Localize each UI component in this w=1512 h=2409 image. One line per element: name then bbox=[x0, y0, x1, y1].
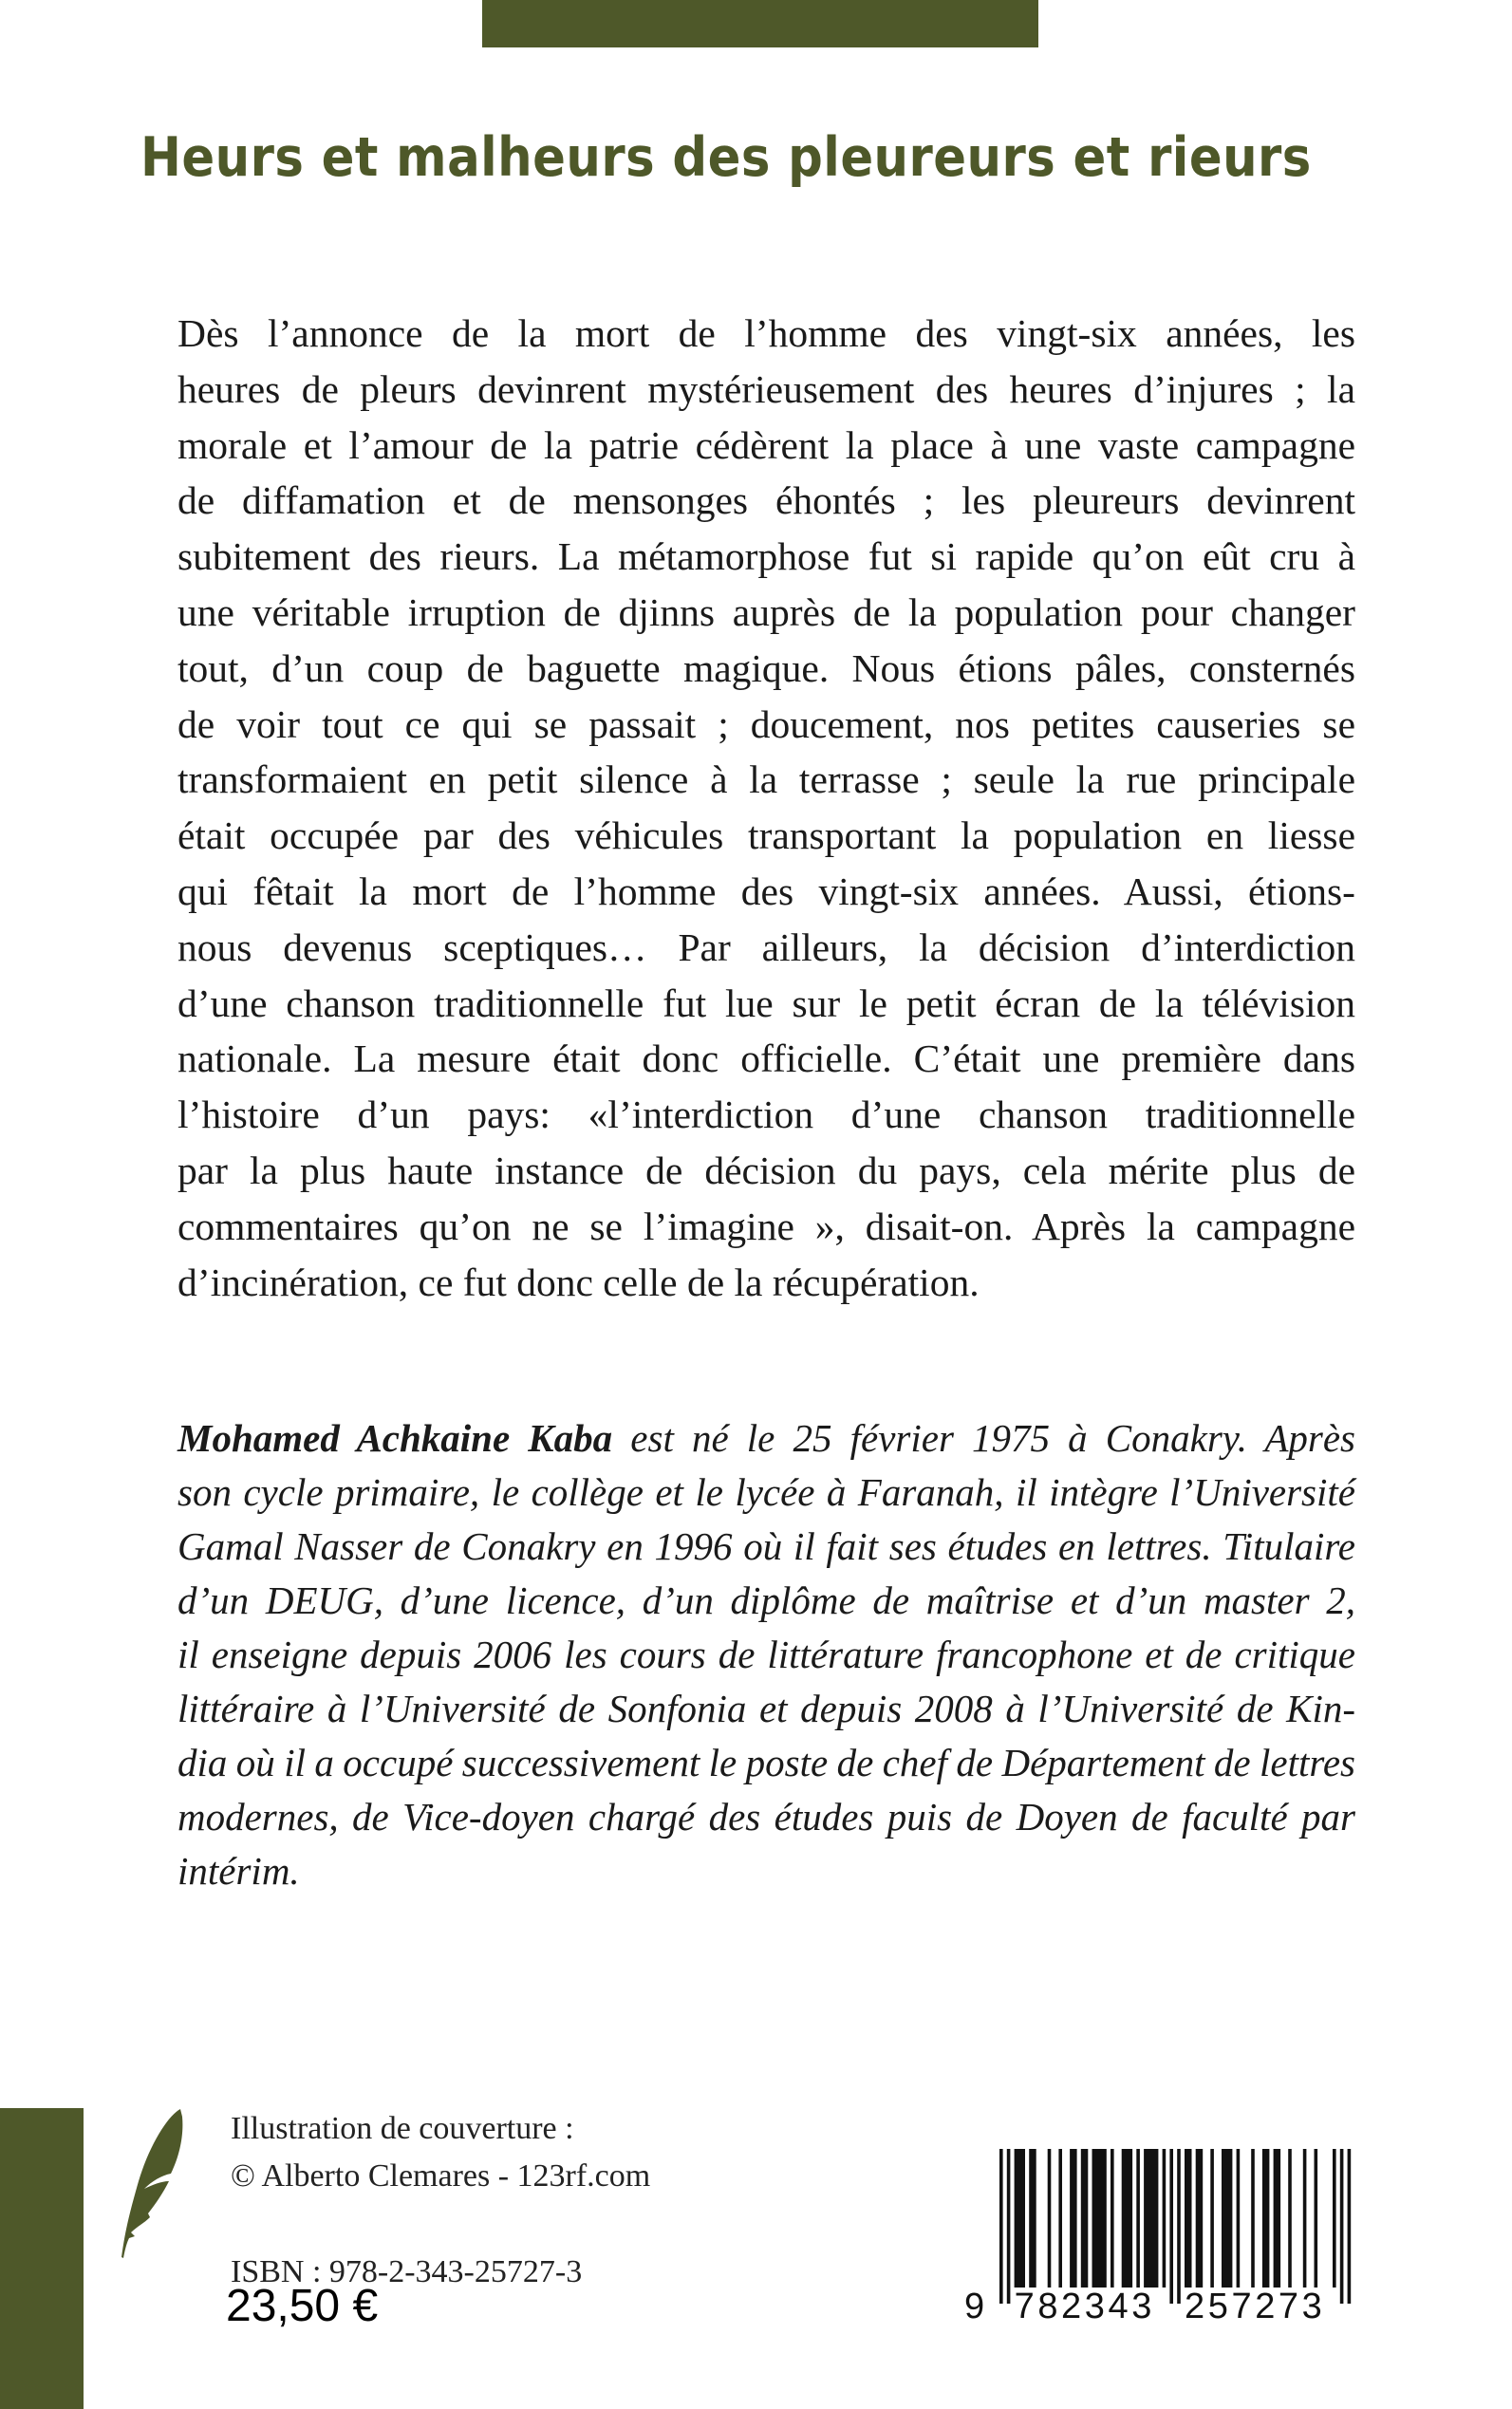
blurb-line: Dès l’annonce de la mort de l’homme des vingt-six années, les bbox=[177, 311, 1355, 355]
author-name: Mohamed Achkaine Kaba bbox=[177, 1416, 613, 1460]
bio-line: intérim. bbox=[177, 1849, 300, 1893]
side-accent-bar bbox=[0, 2108, 84, 2409]
barcode-bar bbox=[1288, 2149, 1292, 2288]
book-title: Heurs et malheurs des pleureurs et rieurs bbox=[140, 126, 1312, 189]
barcode-bar bbox=[1274, 2149, 1281, 2288]
feather-icon bbox=[114, 2105, 190, 2262]
illustration-credit: © Alberto Clemares - 123rf.com bbox=[231, 2158, 651, 2194]
blurb-line: par la plus haute instance de décision du pays, cela mérite plus de bbox=[177, 1148, 1355, 1192]
price: 23,50 € bbox=[226, 2281, 379, 2331]
barcode-guard-bar bbox=[1177, 2149, 1181, 2304]
blurb-line: subitement des rieurs. La métamorphose fut si rapide qu’on eût cru à bbox=[177, 534, 1355, 579]
barcode-guard-bar bbox=[1007, 2149, 1011, 2304]
barcode-bar bbox=[1144, 2149, 1158, 2288]
cover-credits bbox=[231, 2105, 650, 2200]
bio-line bbox=[177, 1411, 1355, 1466]
blurb-line: nous devenus sceptiques… Par ailleurs, la décision d’interdiction bbox=[177, 924, 1355, 969]
barcode-bar bbox=[1251, 2149, 1255, 2288]
illustration-label: Illustration de couverture : bbox=[231, 2111, 574, 2146]
barcode-digit-first: 9 bbox=[964, 2287, 985, 2326]
blurb-line: l’histoire d’un pays: «l’interdiction d’une chanson traditionnelle bbox=[177, 1092, 1355, 1137]
barcode-bar bbox=[1196, 2149, 1204, 2288]
barcode-bar bbox=[1058, 2149, 1062, 2288]
feather-icon-svg bbox=[114, 2105, 190, 2262]
barcode-bar bbox=[1315, 2149, 1318, 2288]
barcode-guard-bar bbox=[1348, 2149, 1352, 2304]
barcode-guard-bar bbox=[1169, 2149, 1173, 2304]
barcode-guard-bar bbox=[1340, 2149, 1344, 2304]
barcode-bar bbox=[1222, 2149, 1232, 2288]
bio-line: Gamal Nasser de Conakry en 1996 où il fait ses études en lettres. Titulaire bbox=[177, 1524, 1355, 1568]
barcode-bar bbox=[1111, 2149, 1114, 2288]
top-accent-bar bbox=[482, 0, 1038, 47]
blurb-line: était occupée par des véhicules transportant la population en liesse bbox=[177, 813, 1355, 858]
bio-line: il enseigne depuis 2006 les cours de littérature francophone et de critique bbox=[177, 1633, 1355, 1676]
barcode-bar bbox=[1303, 2149, 1307, 2288]
barcode-bar bbox=[1185, 2149, 1192, 2288]
barcode-bar bbox=[1015, 2149, 1025, 2288]
barcode-bar bbox=[1210, 2149, 1214, 2288]
barcode-bar bbox=[1092, 2149, 1107, 2288]
barcode-svg bbox=[959, 2143, 1367, 2333]
barcode-bar bbox=[1070, 2149, 1077, 2288]
blurb-line: transformaient en petit silence à la terrasse ; seule la rue principale bbox=[177, 757, 1355, 802]
blurb-line: d’une chanson traditionnelle fut lue sur le petit écran de la télévision bbox=[177, 980, 1355, 1025]
barcode-bar bbox=[1163, 2149, 1167, 2288]
blurb-line: de voir tout ce qui se passait ; doucement, nos petites causeries se bbox=[177, 701, 1355, 746]
isbn-barcode bbox=[959, 2143, 1367, 2333]
barcode-digits-left: 782343 bbox=[1014, 2287, 1156, 2326]
blurb-line: d’incinération, ce fut donc celle de la récupération. bbox=[177, 1260, 980, 1304]
blurb-line: nationale. La mesure était donc officielle. C’était une première dans bbox=[177, 1036, 1355, 1081]
barcode-guard-bar bbox=[999, 2149, 1003, 2304]
bio-line: son cycle primaire, le collège et le lycée à Faranah, il intègre l’Université bbox=[177, 1470, 1355, 1514]
blurb-line: morale et l’amour de la patrie cédèrent la place à une vaste campagne bbox=[177, 422, 1355, 467]
barcode-digits-right: 257273 bbox=[1185, 2287, 1326, 2326]
barcode-bar bbox=[1081, 2149, 1089, 2288]
barcode-bar bbox=[1333, 2149, 1336, 2288]
barcode-bar bbox=[1237, 2149, 1241, 2288]
blurb-line: tout, d’un coup de baguette magique. Nous étions pâles, consternés bbox=[177, 645, 1355, 690]
back-cover-blurb bbox=[177, 306, 1355, 1310]
isbn-text: ISBN : 978-2-343-25727-3 bbox=[231, 2254, 583, 2289]
blurb-line: de diffamation et de mensonges éhontés ; les pleureurs devinrent bbox=[177, 478, 1355, 523]
bio-line: dia où il a occupé successivement le poste de chef de Département de lettres bbox=[177, 1741, 1355, 1784]
bio-line: modernes, de Vice-doyen chargé des études puis de Doyen de faculté par bbox=[177, 1795, 1355, 1839]
bio-first-line-text: est né le 25 février 1975 à Conakry. Après bbox=[612, 1416, 1355, 1460]
bio-line: d’un DEUG, d’une licence, d’un diplôme de maîtrise et d’un master 2, bbox=[177, 1578, 1355, 1622]
bio-line: littéraire à l’Université de Sonfonia et depuis 2008 à l’Université de Kin- bbox=[177, 1687, 1355, 1730]
blurb-line: une véritable irruption de djinns auprès de la population pour changer bbox=[177, 589, 1355, 634]
author-bio bbox=[177, 1411, 1355, 1898]
barcode-bar bbox=[1048, 2149, 1052, 2288]
blurb-line: commentaires qu’on ne se l’imagine », disait-on. Après la campagne bbox=[177, 1204, 1355, 1248]
barcode-bar bbox=[1262, 2149, 1270, 2288]
barcode-bar bbox=[1122, 2149, 1132, 2288]
blurb-line: qui fêtait la mort de l’homme des vingt-six années. Aussi, étions- bbox=[177, 868, 1355, 913]
barcode-bar bbox=[1029, 2149, 1036, 2288]
blurb-line: heures de pleurs devinrent mystérieusement des heures d’injures ; la bbox=[177, 366, 1355, 411]
barcode-bar bbox=[1136, 2149, 1140, 2288]
